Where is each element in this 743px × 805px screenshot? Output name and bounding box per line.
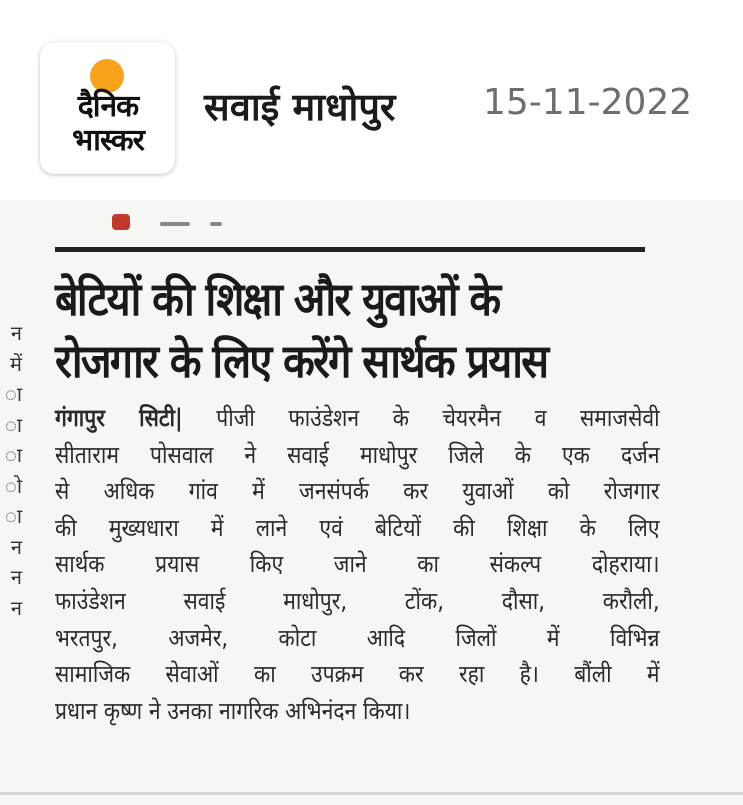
logo-sun-icon (90, 59, 124, 93)
headline-line: रोजगार के लिए करेंगे सार्थक प्रयास (55, 334, 548, 388)
article-headline (55, 268, 655, 392)
margin-char: ा (4, 412, 22, 437)
body-line: फाउंडेशन सवाई माधोपुर, टोंक, दौसा, करौली, (55, 586, 660, 615)
margin-char: ो (4, 473, 22, 498)
article-body (55, 400, 660, 729)
body-line: भरतपुर, अजमेर, कोटा आदि जिलों में विभिन्न (55, 623, 660, 652)
dateline: गंगापुर सिटी| (55, 404, 183, 432)
edition-city: सवाई माधोपुर (204, 85, 396, 129)
margin-char: न (10, 565, 22, 589)
logo-text-line1: दैनिक (77, 89, 139, 124)
body-line: से अधिक गांव में जनसंपर्क कर युवाओं को रोजगार (55, 477, 660, 506)
body-line: प्रधान कृष्ण ने उनका नागरिक अभिनंदन किया। (55, 696, 411, 725)
margin-char: में (10, 351, 22, 376)
margin-char: न (10, 534, 22, 559)
fragment-mark (112, 214, 130, 230)
margin-char: ा (4, 504, 22, 528)
body-text: पीजी फाउंडेशन के चेयरमैन व समाजसेवी (182, 404, 660, 432)
margin-char: न (10, 321, 22, 345)
fragment-mark (210, 222, 222, 226)
clipping-bottom-edge (0, 792, 743, 795)
margin-char: ा (4, 443, 22, 467)
margin-char: न (10, 595, 22, 620)
logo-text-line2: भास्कर (72, 123, 144, 158)
previous-article-fragment (100, 212, 280, 232)
header-bar (0, 0, 743, 200)
body-line: सीताराम पोसवाल ने सवाई माधोपुर जिले के एक दर्जन (55, 440, 660, 469)
body-line: की मुख्यधारा में लाने एवं बेटियों की शिक्षा के लिए (55, 513, 660, 542)
margin-char: ा (4, 382, 22, 406)
body-line: सामाजिक सेवाओं का उपक्रम कर रहा है। बौंली में (55, 660, 660, 689)
body-line: सार्थक प्रयास किए जाने का संकल्प दोहराया। (55, 550, 660, 579)
fragment-mark (160, 222, 190, 226)
edition-date: 15-11-2022 (483, 82, 693, 123)
article-top-rule (55, 247, 645, 252)
headline-line: बेटियों की शिक्षा और युवाओं के (55, 272, 500, 326)
adjacent-column-fragment (0, 318, 28, 623)
body-line (55, 400, 660, 437)
